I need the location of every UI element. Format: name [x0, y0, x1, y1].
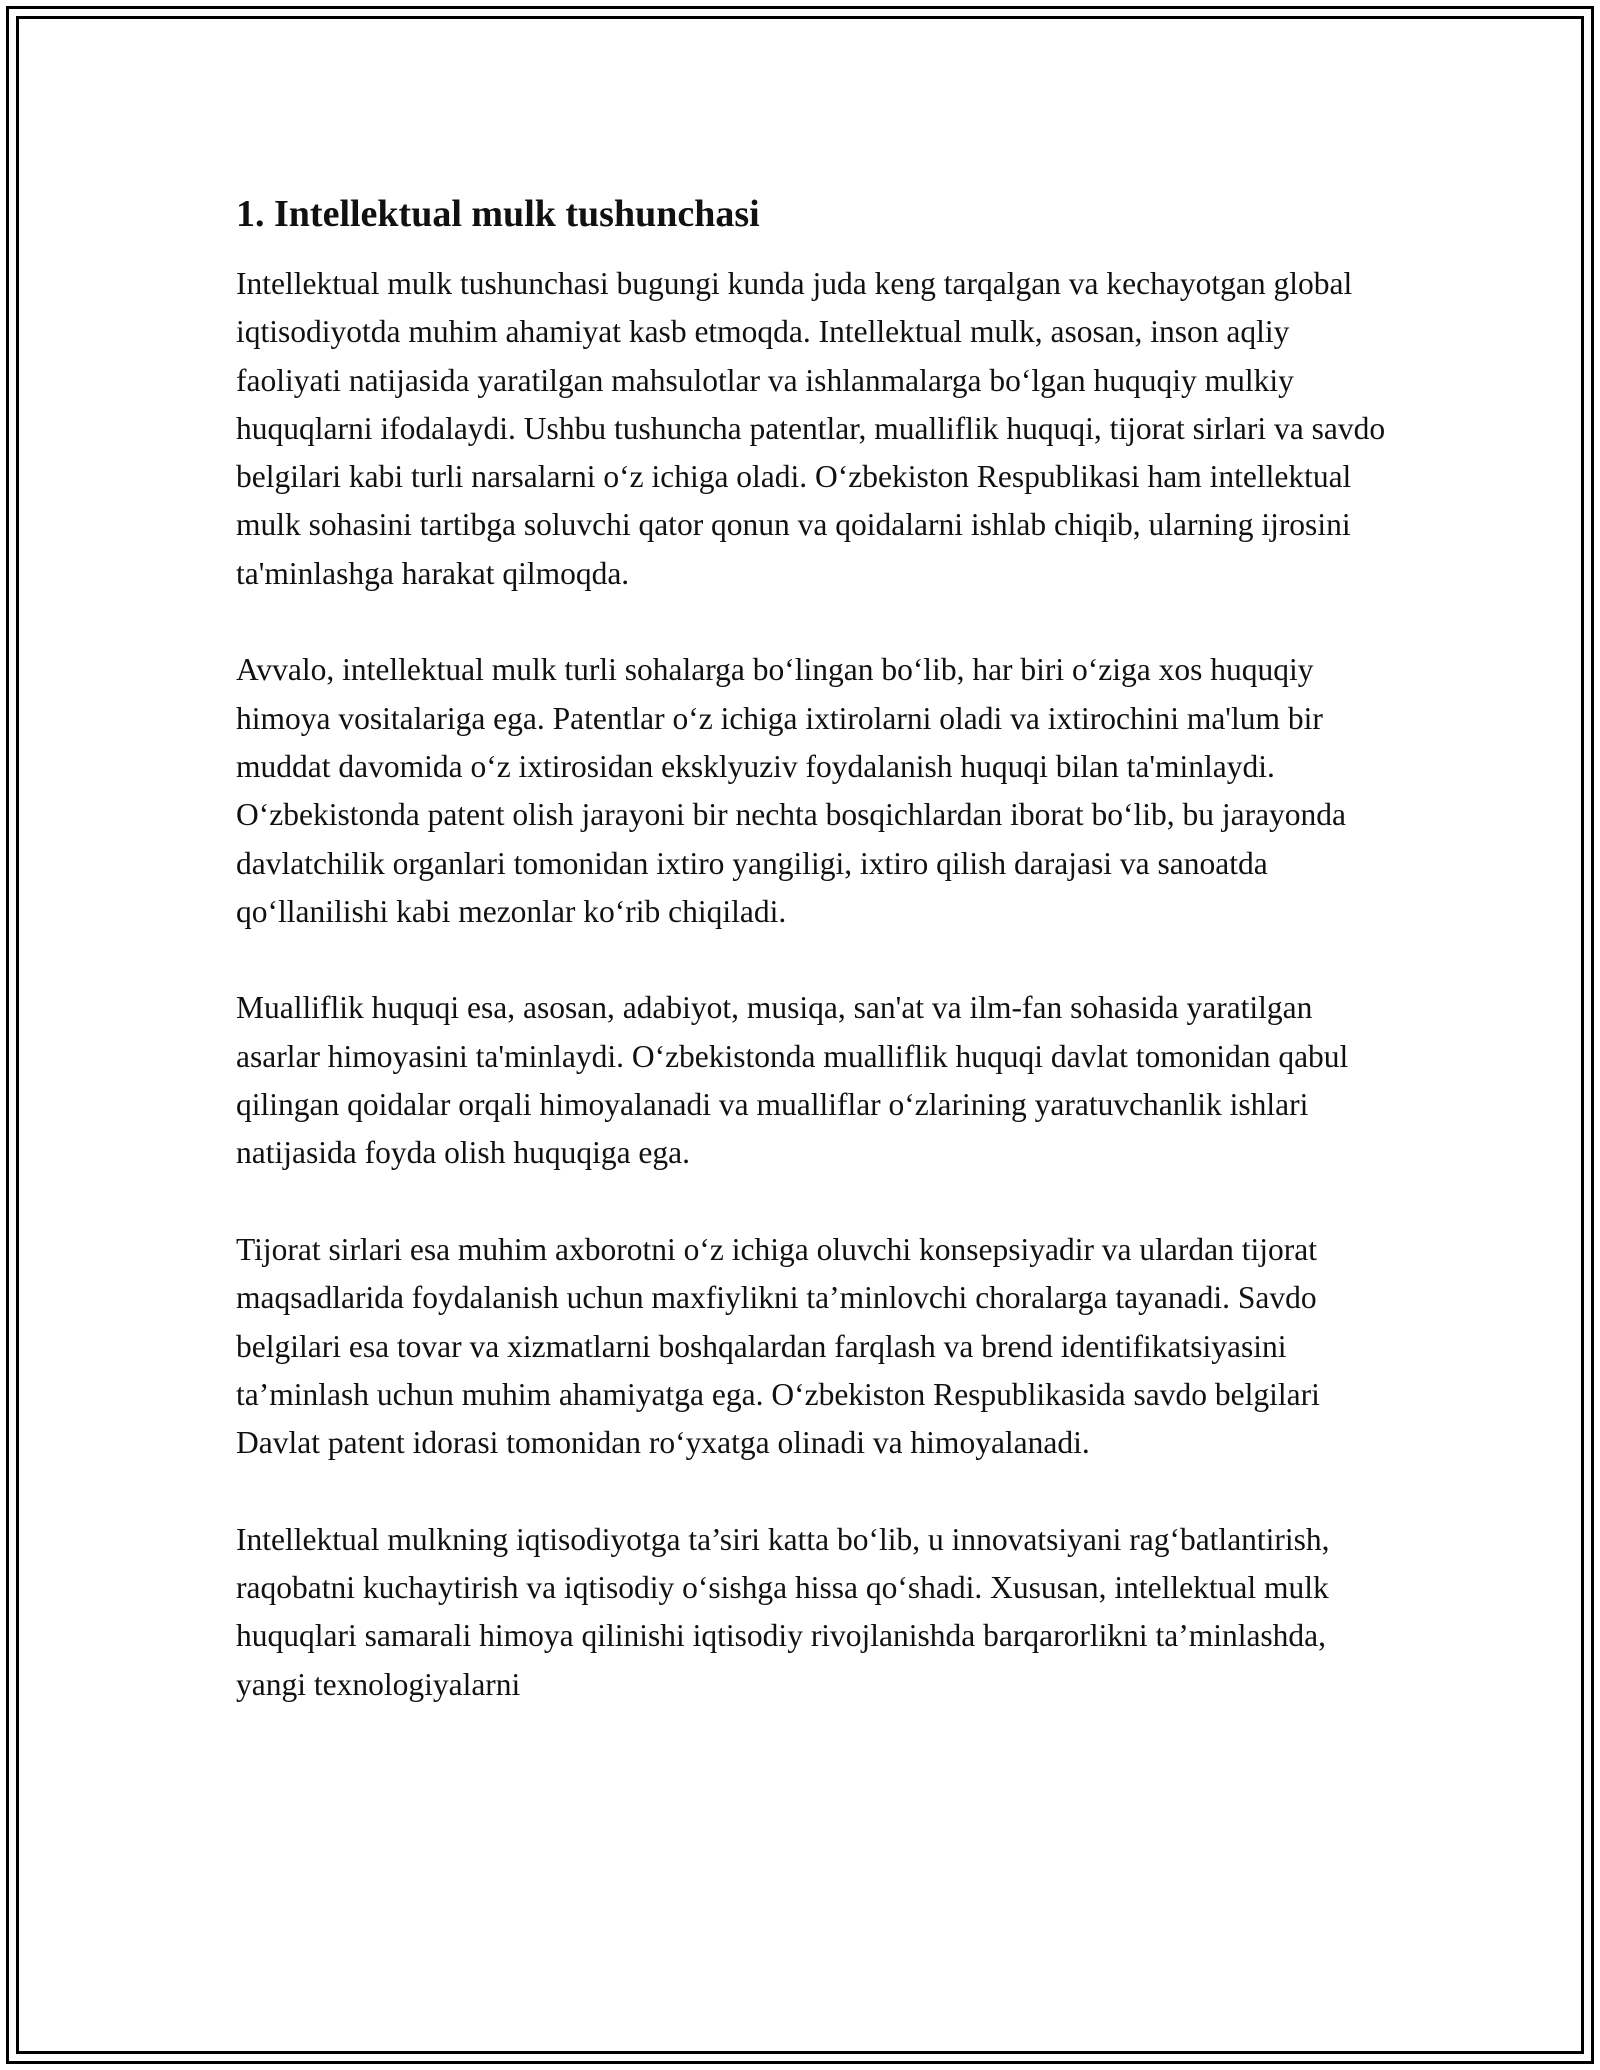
paragraph-1: Intellektual mulk tushunchasi bugungi kunda juda keng tarqalgan va kechayotgan global iqtisodiyotda muhim ahamiyat kasb etmoqda. Intellektual mulk, asosan, inson aqliy faoliyati natijasida yaratilgan mahsulotlar va ishlanmalarga bo‘lgan huquqiy mulkiy huquqlarni ifodalaydi. Ushbu tushuncha patentlar, mualliflik huquqi, tijorat sirlari va savdo belgilari kabi turli narsalarni o‘z ichiga oladi. O‘zbekiston Respublikasi ham intellektual mulk sohasini tartibga soluvchi qator qonun va qoidalarni ishlab chiqib, ularning ijrosini ta'minlashga harakat qilmoqda.	[236, 266, 1386, 591]
section-title: 1. Intellektual mulk tushunchasi	[236, 193, 760, 235]
paragraph-5: Intellektual mulkning iqtisodiyotga ta’siri katta bo‘lib, u innovatsiyani rag‘batlantirish, raqobatni kuchaytirish va iqtisodiy o‘sishga hissa qo‘shadi. Xususan, intellektual mulk huquqlari samarali himoya qilinishi iqtisodiy rivojlanishda barqarorlikni ta’minlashda, yangi texnologiyalarni	[236, 1521, 1330, 1702]
paragraph-4: Tijorat sirlari esa muhim axborotni o‘z ichiga oluvchi konsepsiyadir va ulardan tijorat maqsadlarida foydalanish uchun maxfiylikni ta’minlovchi choralarga tayanadi. Savdo belgilari esa tovar va xizmatlarni boshqalardan farqlash va brend identifikatsiyasini ta’minlash uchun muhim ahamiyatga ega. O‘zbekiston Respublikasida savdo belgilari Davlat patent idorasi tomonidan ro‘yxatga olinadi va himoyalanadi.	[236, 1231, 1320, 1461]
paragraph-2: Avvalo, intellektual mulk turli sohalarga bo‘lingan bo‘lib, har biri o‘ziga xos huquqiy himoya vositalariga ega. Patentlar o‘z ichiga ixtirolarni oladi va ixtirochini ma'lum bir muddat davomida o‘z ixtirosidan eksklyuziv foydalanish huquqi bilan ta'minlaydi. O‘zbekistonda patent olish jarayoni bir nechta bosqichlardan iborat bo‘lib, bu jarayonda davlatchilik organlari tomonidan ixtiro yangiligi, ixtiro qilish darajasi va sanoatda qo‘llanilishi kabi mezonlar ko‘rib chiqiladi.	[236, 652, 1347, 929]
document-body	[236, 188, 1386, 1709]
paragraph-3: Mualliflik huquqi esa, asosan, adabiyot, musiqa, san'at va ilm-fan sohasida yaratilgan asarlar himoyasini ta'minlaydi. O‘zbekistonda mualliflik huquqi davlat tomonidan qabul qilingan qoidalar orqali himoyalanadi va mualliflar o‘zlarining yaratuvchanlik ishlari natijasida foyda olish huquqiga ega.	[236, 990, 1349, 1171]
